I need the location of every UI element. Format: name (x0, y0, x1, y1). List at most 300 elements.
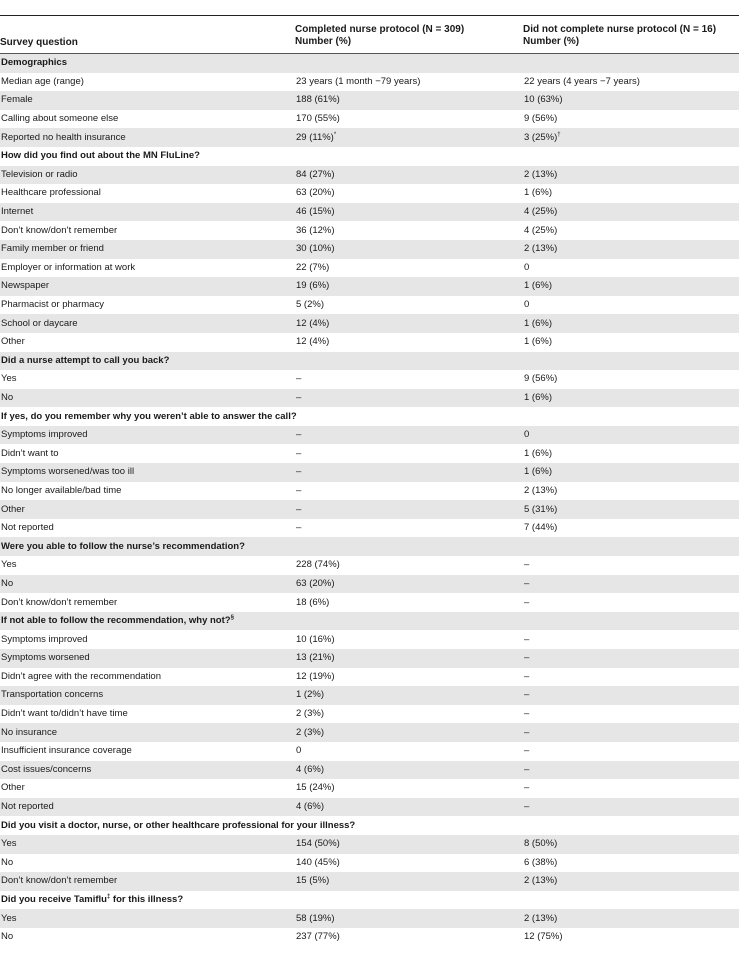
section-heading-text: Did a nurse attempt to call you back? (1, 354, 170, 366)
not-completed-value-cell (523, 500, 739, 519)
completed-value-cell (295, 259, 523, 278)
row-label-text: No (1, 577, 14, 589)
not-completed-value-cell (523, 872, 739, 891)
not-completed-value-cell (523, 110, 739, 129)
completed-value-cell (295, 73, 523, 92)
section-heading (0, 891, 739, 910)
not-completed-value-text: – (524, 577, 530, 589)
table-row (0, 314, 739, 333)
not-completed-value-cell (523, 798, 739, 817)
row-label-text: Insufficient insurance coverage (1, 745, 132, 757)
section-heading-text: If not able to follow the recommendation, why not? (1, 615, 231, 627)
completed-value-text: – (296, 484, 302, 496)
row-label-text: Other (1, 782, 25, 794)
not-completed-value-cell (523, 277, 739, 296)
row-label-text: School or daycare (1, 317, 78, 329)
completed-value-cell (295, 128, 523, 147)
not-completed-value-text: 1 (6%) (524, 391, 552, 403)
not-completed-value-cell (523, 73, 739, 92)
completed-value-text: 5 (2%) (296, 299, 324, 311)
not-completed-value-text: 2 (13%) (524, 875, 558, 887)
completed-value-text: 12 (4%) (296, 317, 330, 329)
completed-value-cell (295, 686, 523, 705)
table-row (0, 110, 739, 129)
row-label-cell (0, 630, 295, 649)
table-row (0, 575, 739, 594)
completed-value-cell (295, 500, 523, 519)
row-label-cell (0, 463, 295, 482)
row-label-cell (0, 333, 295, 352)
completed-value-text: 2 (3%) (296, 726, 324, 738)
row-label-cell (0, 277, 295, 296)
completed-value-cell (295, 928, 523, 947)
completed-value-text: 63 (20%) (296, 187, 335, 199)
completed-value-cell (295, 723, 523, 742)
row-label-text: Yes (1, 912, 17, 924)
table-body (0, 54, 739, 947)
not-completed-value-cell (523, 575, 739, 594)
not-completed-value-cell (523, 482, 739, 501)
not-completed-value-cell (523, 389, 739, 408)
not-completed-value-text: 2 (13%) (524, 912, 558, 924)
not-completed-value-text: 1 (6%) (524, 317, 552, 329)
table-row (0, 128, 739, 147)
row-label-cell (0, 240, 295, 259)
section-heading-text: Did you visit a doctor, nurse, or other healthcare professional for your illness? (1, 819, 356, 831)
table-header (0, 22, 739, 52)
row-label-cell (0, 909, 295, 928)
not-completed-value-cell (523, 556, 739, 575)
row-label-text: Yes (1, 559, 17, 571)
section-heading-text: Demographics (1, 57, 67, 69)
table-row (0, 73, 739, 92)
completed-value-cell (295, 779, 523, 798)
section-heading-text: Did you receive Tamiflu (1, 894, 107, 906)
row-label-text: Television or radio (1, 168, 78, 180)
table-row (0, 593, 739, 612)
row-label-cell (0, 761, 295, 780)
not-completed-value-text: – (524, 689, 530, 701)
row-label-text: No longer available/bad time (1, 484, 122, 496)
row-label-cell (0, 686, 295, 705)
section-heading-text: If yes, do you remember why you weren’t able to answer the call? (1, 410, 297, 422)
completed-value-text: 36 (12%) (296, 224, 335, 236)
completed-value-text: 15 (24%) (296, 782, 335, 794)
table-row (0, 203, 739, 222)
table-row (0, 854, 739, 873)
row-label-cell (0, 593, 295, 612)
not-completed-value-cell (523, 835, 739, 854)
completed-value-text: 84 (27%) (296, 168, 335, 180)
completed-value-text: 4 (6%) (296, 763, 324, 775)
not-completed-value-text: – (524, 596, 530, 608)
not-completed-value-cell (523, 91, 739, 110)
not-completed-value-text: 12 (75%) (524, 931, 563, 943)
row-label-cell (0, 668, 295, 687)
row-label-text: Yes (1, 838, 17, 850)
not-completed-value-text: – (524, 745, 530, 757)
completed-value-text: 22 (7%) (296, 261, 330, 273)
completed-value-text: 15 (5%) (296, 875, 330, 887)
row-label-text: No (1, 391, 14, 403)
table-row (0, 91, 739, 110)
table-row (0, 872, 739, 891)
table-row (0, 928, 739, 947)
not-completed-value-cell (523, 426, 739, 445)
section-heading (0, 537, 739, 556)
completed-value-text: – (296, 503, 302, 515)
completed-value-text: 46 (15%) (296, 206, 335, 218)
completed-value-text: 30 (10%) (296, 243, 335, 255)
not-completed-value-text: 2 (13%) (524, 243, 558, 255)
not-completed-value-text: – (524, 633, 530, 645)
not-completed-value-text: 7 (44%) (524, 522, 558, 534)
not-completed-value-cell (523, 928, 739, 947)
not-completed-value-cell (523, 444, 739, 463)
not-completed-value-cell (523, 221, 739, 240)
completed-value-text: 4 (6%) (296, 801, 324, 813)
completed-value-cell (295, 705, 523, 724)
section-heading-row (0, 352, 739, 371)
row-label-text: Employer or information at work (1, 261, 136, 273)
not-completed-value-cell (523, 184, 739, 203)
not-completed-value-text: 3 (25%) (524, 131, 558, 143)
row-label-text: Transportation concerns (1, 689, 104, 701)
row-label-text: Healthcare professional (1, 187, 101, 199)
header-completed-title: Completed nurse protocol (N = 309) (295, 24, 465, 35)
completed-value-cell (295, 854, 523, 873)
not-completed-value-cell (523, 314, 739, 333)
not-completed-value-text: 2 (13%) (524, 168, 558, 180)
not-completed-value-text: 8 (50%) (524, 838, 558, 850)
completed-value-text: 10 (16%) (296, 633, 335, 645)
not-completed-value-cell (523, 370, 739, 389)
header-not-completed-unit: Number (%) (523, 36, 580, 47)
not-completed-value-text: 6 (38%) (524, 856, 558, 868)
completed-value-cell (295, 203, 523, 222)
completed-value-text: 140 (45%) (296, 856, 340, 868)
completed-value-cell (295, 630, 523, 649)
completed-value-text: 12 (4%) (296, 336, 330, 348)
table-row (0, 779, 739, 798)
row-label-cell (0, 835, 295, 854)
row-label-text: Family member or friend (1, 243, 104, 255)
row-label-cell (0, 221, 295, 240)
row-label-cell (0, 389, 295, 408)
table-row (0, 761, 739, 780)
row-label-text: Symptoms worsened/was too ill (1, 466, 135, 478)
completed-value-cell (295, 668, 523, 687)
completed-value-text: – (296, 447, 302, 459)
row-label-text: Don’t know/don’t remember (1, 596, 118, 608)
completed-value-text: 154 (50%) (296, 838, 340, 850)
row-label-text: Other (1, 503, 25, 515)
section-heading-text: How did you find out about the MN FluLine? (1, 150, 200, 162)
completed-value-cell (295, 370, 523, 389)
completed-value-cell (295, 110, 523, 129)
row-label-cell (0, 779, 295, 798)
row-label-cell (0, 110, 295, 129)
completed-value-cell (295, 166, 523, 185)
row-label-text: Pharmacist or pharmacy (1, 299, 104, 311)
completed-value-cell (295, 798, 523, 817)
table-row (0, 370, 739, 389)
completed-value-cell (295, 277, 523, 296)
completed-value-text: 19 (6%) (296, 280, 330, 292)
row-label-text: Newspaper (1, 280, 50, 292)
row-label-text: No insurance (1, 726, 57, 738)
section-heading (0, 147, 739, 166)
row-label-text: Other (1, 336, 25, 348)
not-completed-value-cell (523, 668, 739, 687)
not-completed-value-cell (523, 909, 739, 928)
completed-value-text: – (296, 373, 302, 385)
not-completed-value-cell (523, 649, 739, 668)
not-completed-value-cell (523, 686, 739, 705)
row-label-cell (0, 184, 295, 203)
not-completed-value-cell (523, 463, 739, 482)
row-label-cell (0, 314, 295, 333)
row-label-text: Symptoms improved (1, 429, 88, 441)
not-completed-value-text: 9 (56%) (524, 373, 558, 385)
completed-value-text: 228 (74%) (296, 559, 340, 571)
not-completed-value-text: 22 years (4 years −7 years) (524, 75, 640, 87)
table-row (0, 909, 739, 928)
table-row (0, 723, 739, 742)
completed-value-cell (295, 463, 523, 482)
table-row (0, 333, 739, 352)
section-heading (0, 407, 739, 426)
not-completed-value-cell (523, 705, 739, 724)
not-completed-value-text: 1 (6%) (524, 280, 552, 292)
table-row (0, 668, 739, 687)
table-row (0, 500, 739, 519)
header-not-completed-protocol (523, 24, 716, 48)
row-label-text: Don’t know/don’t remember (1, 875, 118, 887)
row-label-cell (0, 426, 295, 445)
not-completed-value-cell (523, 203, 739, 222)
section-heading (0, 54, 739, 73)
not-completed-value-cell (523, 333, 739, 352)
table-row (0, 630, 739, 649)
table-row (0, 463, 739, 482)
row-label-cell (0, 575, 295, 594)
row-label-text: Didn’t agree with the recommendation (1, 670, 162, 682)
not-completed-value-text: – (524, 708, 530, 720)
not-completed-value-text: 1 (6%) (524, 466, 552, 478)
not-completed-value-text: 10 (63%) (524, 94, 563, 106)
row-label-text: Internet (1, 206, 34, 218)
completed-value-text: 12 (19%) (296, 670, 335, 682)
section-heading-row (0, 891, 739, 910)
header-completed-unit: Number (%) (295, 36, 352, 47)
table-row (0, 259, 739, 278)
not-completed-value-text: – (524, 763, 530, 775)
row-label-cell (0, 798, 295, 817)
row-label-text: Calling about someone else (1, 113, 119, 125)
completed-value-cell (295, 556, 523, 575)
table-row (0, 296, 739, 315)
row-label-cell (0, 742, 295, 761)
not-completed-value-text: 0 (524, 261, 530, 273)
completed-value-cell (295, 519, 523, 538)
footnote-marker: ‡ (106, 893, 111, 900)
completed-value-cell (295, 333, 523, 352)
row-label-text: Female (1, 94, 33, 106)
completed-value-cell (295, 389, 523, 408)
completed-value-cell (295, 314, 523, 333)
row-label-cell (0, 705, 295, 724)
row-label-cell (0, 73, 295, 92)
completed-value-text: 29 (11%) (296, 131, 334, 143)
not-completed-value-cell (523, 128, 739, 147)
row-label-text: Cost issues/concerns (1, 763, 92, 775)
table-row (0, 742, 739, 761)
completed-value-cell (295, 575, 523, 594)
not-completed-value-cell (523, 240, 739, 259)
row-label-text: Not reported (1, 801, 54, 813)
row-label-cell (0, 296, 295, 315)
completed-value-text: – (296, 391, 302, 403)
row-label-cell (0, 203, 295, 222)
completed-value-cell (295, 761, 523, 780)
not-completed-value-cell (523, 630, 739, 649)
not-completed-value-cell (523, 779, 739, 798)
not-completed-value-text: 0 (524, 429, 530, 441)
row-label-text: Symptoms improved (1, 633, 88, 645)
completed-value-text: – (296, 429, 302, 441)
row-label-cell (0, 723, 295, 742)
table-row (0, 166, 739, 185)
table-row (0, 798, 739, 817)
section-heading-row (0, 537, 739, 556)
not-completed-value-cell (523, 259, 739, 278)
completed-value-text: 170 (55%) (296, 113, 340, 125)
not-completed-value-cell (523, 761, 739, 780)
section-heading-row (0, 407, 739, 426)
not-completed-value-cell (523, 593, 739, 612)
table-row (0, 444, 739, 463)
section-heading (0, 816, 739, 835)
row-label-text: No (1, 931, 14, 943)
not-completed-value-text: 1 (6%) (524, 336, 552, 348)
row-label-cell (0, 259, 295, 278)
completed-value-text: 2 (3%) (296, 708, 324, 720)
table-row (0, 184, 739, 203)
completed-value-text: 237 (77%) (296, 931, 340, 943)
not-completed-value-cell (523, 742, 739, 761)
completed-value-text: 58 (19%) (296, 912, 335, 924)
footnote-marker: * (333, 131, 337, 138)
table-row (0, 835, 739, 854)
not-completed-value-text: 1 (6%) (524, 447, 552, 459)
row-label-cell (0, 649, 295, 668)
not-completed-value-text: – (524, 652, 530, 664)
completed-value-text: 1 (2%) (296, 689, 324, 701)
completed-value-cell (295, 426, 523, 445)
table-row (0, 705, 739, 724)
row-label-cell (0, 370, 295, 389)
completed-value-cell (295, 909, 523, 928)
not-completed-value-text: 1 (6%) (524, 187, 552, 199)
row-label-cell (0, 166, 295, 185)
not-completed-value-cell (523, 854, 739, 873)
row-label-cell (0, 482, 295, 501)
table-top-rule (0, 15, 739, 16)
not-completed-value-text: 0 (524, 299, 530, 311)
row-label-text: Reported no health insurance (1, 131, 126, 143)
row-label-text: Yes (1, 373, 17, 385)
completed-value-cell (295, 872, 523, 891)
not-completed-value-cell (523, 519, 739, 538)
not-completed-value-cell (523, 296, 739, 315)
not-completed-value-text: – (524, 726, 530, 738)
completed-value-text: 13 (21%) (296, 652, 335, 664)
table-row (0, 426, 739, 445)
completed-value-cell (295, 742, 523, 761)
not-completed-value-text: – (524, 559, 530, 571)
row-label-cell (0, 928, 295, 947)
completed-value-cell (295, 240, 523, 259)
not-completed-value-text: – (524, 801, 530, 813)
table-row (0, 240, 739, 259)
table-row (0, 389, 739, 408)
header-not-completed-title: Did not complete nurse protocol (N = 16) (523, 24, 717, 35)
not-completed-value-text: 4 (25%) (524, 206, 558, 218)
row-label-cell (0, 444, 295, 463)
row-label-cell (0, 128, 295, 147)
row-label-cell (0, 872, 295, 891)
survey-results-table (0, 54, 739, 947)
footnote-marker: † (557, 131, 561, 138)
row-label-text: No (1, 856, 14, 868)
row-label-cell (0, 556, 295, 575)
completed-value-text: 0 (296, 745, 302, 757)
row-label-text: Didn’t want to/didn’t have time (1, 708, 128, 720)
section-heading-row (0, 147, 739, 166)
section-heading (0, 612, 739, 631)
completed-value-cell (295, 444, 523, 463)
section-heading-row (0, 612, 739, 631)
section-heading-row (0, 54, 739, 73)
header-survey-question: Survey question (0, 37, 78, 48)
not-completed-value-cell (523, 166, 739, 185)
not-completed-value-text: 2 (13%) (524, 484, 558, 496)
section-heading-row (0, 816, 739, 835)
table-row (0, 649, 739, 668)
section-heading (0, 352, 739, 371)
completed-value-text: – (296, 466, 302, 478)
table-row (0, 221, 739, 240)
header-completed-protocol (295, 24, 464, 48)
row-label-text: Not reported (1, 522, 54, 534)
table-row (0, 556, 739, 575)
row-label-cell (0, 519, 295, 538)
completed-value-text: 63 (20%) (296, 577, 335, 589)
row-label-text: Symptoms worsened (1, 652, 90, 664)
not-completed-value-text: 9 (56%) (524, 113, 558, 125)
completed-value-text: 188 (61%) (296, 94, 340, 106)
completed-value-text: 18 (6%) (296, 596, 330, 608)
completed-value-cell (295, 184, 523, 203)
row-label-text: Didn’t want to (1, 447, 59, 459)
completed-value-text: 23 years (1 month −79 years) (296, 75, 421, 87)
row-label-cell (0, 854, 295, 873)
table-row (0, 519, 739, 538)
not-completed-value-text: 4 (25%) (524, 224, 558, 236)
completed-value-cell (295, 221, 523, 240)
not-completed-value-text: 5 (31%) (524, 503, 558, 515)
